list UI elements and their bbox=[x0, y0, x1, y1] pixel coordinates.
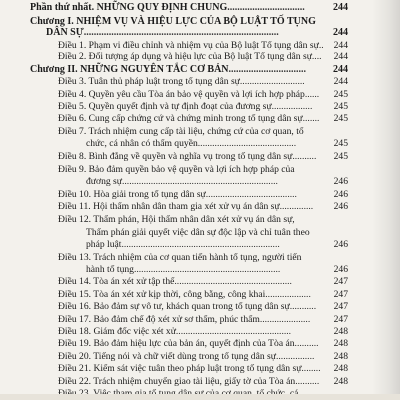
toc-leader-dots: ................. bbox=[271, 101, 313, 112]
toc-page-number: 247 bbox=[333, 289, 348, 300]
toc-entry-text: Điều 3. Tuân thủ pháp luật trong tố tụng dân sự bbox=[58, 76, 240, 87]
toc-entry-text: Điều 16. Bảo đảm sự vô tư, khách quan trong tố tụng dân sự bbox=[58, 301, 290, 312]
toc-leader-dots: ................................................ bbox=[175, 326, 292, 337]
toc-entry bbox=[86, 138, 296, 150]
toc-page-number: 248 bbox=[333, 326, 348, 337]
toc-entry bbox=[58, 201, 313, 213]
toc-page-number: 245 bbox=[333, 89, 348, 100]
toc-entry-text: Điều 13. Trách nhiệm của cơ quan tiến hành tố tụng, người tiến bbox=[58, 252, 302, 263]
toc-leader-dots: .......... bbox=[292, 151, 317, 162]
toc-entry-text: Điều 22. Trách nhiệm chuyển giao tài liệu, giấy tờ của Tòa án bbox=[58, 376, 296, 387]
toc-leader-dots: ................................................................. bbox=[122, 176, 278, 187]
toc-page-number: 244 bbox=[333, 27, 348, 38]
toc-entry-text: Điều 15. Tòa án xét xử kịp thời, công bằng, công khai bbox=[58, 289, 266, 300]
toc-leader-dots: ............................... bbox=[228, 64, 307, 75]
toc-entry bbox=[58, 314, 310, 326]
toc-entry bbox=[58, 326, 291, 338]
toc-entry bbox=[58, 89, 319, 101]
toc-entry-text: Điều 11. Hội thẩm nhân dân tham gia xét xử vụ án dân sự bbox=[58, 201, 280, 212]
toc-entry-text: hành tố tụng bbox=[86, 264, 134, 275]
toc-page-number: 248 bbox=[333, 351, 348, 362]
toc-entry-text: Thẩm phán giải quyết việc dân sự độc lập và chỉ tuân theo bbox=[86, 227, 310, 238]
toc-entry-text: Điều 20. Tiếng nói và chữ viết dùng trong tố tụng dân sự bbox=[58, 351, 276, 362]
toc-page-number: 247 bbox=[333, 301, 348, 312]
toc-leader-dots: ......................................... bbox=[197, 138, 297, 149]
toc-page-number: 247 bbox=[333, 276, 348, 287]
toc-entry bbox=[58, 214, 295, 226]
toc-heading bbox=[46, 27, 279, 39]
toc-page-number: 245 bbox=[333, 151, 348, 162]
toc-leader-dots: ................ bbox=[276, 351, 315, 362]
toc-leader-dots: .. bbox=[318, 40, 324, 51]
toc-page-number: 245 bbox=[333, 138, 348, 149]
toc-entry bbox=[58, 252, 301, 264]
toc-entry bbox=[58, 363, 321, 375]
toc-entry bbox=[58, 113, 319, 125]
toc-entry bbox=[58, 276, 292, 288]
toc-leader-dots: ........................... bbox=[239, 76, 305, 87]
toc-entry-text: Điều 12. Thẩm phán, Hội thẩm nhân dân xét xử vụ án dân sự, bbox=[58, 214, 295, 225]
toc-page-number: 248 bbox=[333, 363, 348, 374]
toc-page-number: 244 bbox=[333, 40, 348, 51]
toc-entry bbox=[58, 351, 314, 363]
toc-entry-text: Điều 6. Cung cấp chứng cứ và chứng minh trong tố tụng dân sự bbox=[58, 113, 303, 124]
toc-entry bbox=[86, 264, 280, 276]
toc-entry-text: Điều 21. Kiểm sát việc tuân theo pháp luật trong tố tụng dân sự bbox=[58, 363, 302, 374]
toc-page-number: 244 bbox=[333, 51, 348, 62]
toc-leader-dots: ...................................... bbox=[205, 189, 297, 200]
toc-heading bbox=[30, 2, 305, 14]
toc-heading bbox=[30, 64, 306, 76]
toc-entry-text: Điều 19. Bảo đảm hiệu lực của bản án, quyết định của Tòa án bbox=[58, 338, 295, 349]
toc-page-number: 248 bbox=[333, 338, 348, 349]
toc-page-number: 244 bbox=[333, 2, 348, 13]
toc-entry-text: Điều 8. Bình đẳng về quyền và nghĩa vụ trong tố tụng dân sự bbox=[58, 151, 293, 162]
toc-entry-text: Điều 4. Quyền yêu cầu Tòa án bảo vệ quyền và lợi ích hợp pháp bbox=[58, 89, 305, 100]
toc-page-number: 246 bbox=[333, 239, 348, 250]
page-bottom-edge bbox=[0, 394, 400, 400]
toc-entry bbox=[58, 376, 319, 388]
toc-entry bbox=[58, 76, 305, 88]
toc-leader-dots: ..................... bbox=[259, 314, 311, 325]
toc-entry bbox=[58, 338, 319, 350]
toc-entry-text: Điều 9. Bảo đảm quyền bảo vệ quyền và lợi ích hợp pháp của bbox=[58, 164, 295, 175]
toc-entry-text: Phần thứ nhất. NHỮNG QUY ĐỊNH CHUNG bbox=[30, 2, 228, 13]
toc-page-number: 245 bbox=[333, 113, 348, 124]
toc-entry bbox=[86, 227, 310, 239]
toc-entry bbox=[58, 189, 297, 201]
toc-page-number: 247 bbox=[333, 314, 348, 325]
toc-entry-text: đương sự bbox=[86, 176, 122, 187]
toc-entry-text: Điều 1. Phạm vi điều chỉnh và nhiệm vụ của Bộ luật Tố tụng dân sự bbox=[58, 40, 319, 51]
toc-entry-text: DÂN SỰ bbox=[46, 27, 84, 38]
toc-page-number: 244 bbox=[333, 76, 348, 87]
toc-leader-dots: ........ bbox=[301, 363, 321, 374]
toc-leader-dots: .... bbox=[311, 51, 322, 62]
toc-page-number: 248 bbox=[333, 376, 348, 387]
toc-entry bbox=[58, 301, 316, 313]
toc-page-number: 244 bbox=[333, 64, 348, 75]
toc-page-number: 246 bbox=[333, 264, 348, 275]
toc-entry bbox=[58, 151, 316, 163]
toc-entry-text: Điều 2. Đối tượng áp dụng và hiệu lực của Bộ luật Tố tụng dân sự bbox=[58, 51, 312, 62]
toc-entry bbox=[58, 51, 322, 63]
toc-leader-dots: ...... bbox=[304, 89, 320, 100]
page-fold-shadow bbox=[372, 0, 400, 400]
toc-entry-text: Chương II. NHỮNG NGUYÊN TẮC CƠ BẢN bbox=[30, 64, 229, 75]
toc-entry-text: Chương I. NHIỆM VỤ VÀ HIỆU LỰC CỦA BỘ LUẬT TỐ TỤNG bbox=[30, 16, 316, 27]
toc-entry-text: Điều 18. Giám đốc việc xét xử bbox=[58, 326, 176, 337]
toc-leader-dots: ............................................................. bbox=[133, 264, 281, 275]
toc-entry bbox=[86, 239, 280, 251]
toc-page-number: 246 bbox=[333, 201, 348, 212]
toc-leader-dots: ....... bbox=[302, 113, 320, 124]
toc-entry bbox=[58, 101, 312, 113]
toc-entry-text: Điều 14. Tòa án xét xử tập thể bbox=[58, 276, 175, 287]
toc-entry bbox=[58, 289, 311, 301]
toc-entry-text: pháp luật bbox=[86, 239, 122, 250]
toc-leader-dots: .............. bbox=[279, 201, 314, 212]
toc-entry-text: Điều 7. Trách nhiệm cung cấp tài liệu, chứng cứ của cơ quan, tổ bbox=[58, 126, 304, 137]
toc-entry-text: Điều 5. Quyền quyết định và tự định đoạt của đương sự bbox=[58, 101, 272, 112]
toc-leader-dots: ................... bbox=[265, 289, 311, 300]
toc-entry bbox=[58, 164, 295, 176]
toc-page-number: 245 bbox=[333, 101, 348, 112]
toc-page-number: 246 bbox=[333, 189, 348, 200]
toc-leader-dots: .............................................................................. bbox=[83, 27, 279, 38]
toc-leader-dots: ............................... bbox=[227, 2, 305, 13]
toc-entry bbox=[58, 126, 304, 138]
toc-leader-dots: .......... bbox=[295, 376, 320, 387]
toc-entry-text: chức, cá nhân có thẩm quyền bbox=[86, 138, 198, 149]
toc-entry-text: Điều 10. Hòa giải trong tố tụng dân sự bbox=[58, 189, 206, 200]
toc-leader-dots: ........... bbox=[289, 301, 317, 312]
toc-leader-dots: .................................................................. bbox=[121, 239, 280, 250]
toc-entry-text: Điều 17. Bảo đảm chế độ xét xử sơ thẩm, phúc thẩm bbox=[58, 314, 260, 325]
toc-leader-dots: ................................................. bbox=[174, 276, 292, 287]
toc-leader-dots: .......... bbox=[294, 338, 319, 349]
toc-entry bbox=[86, 176, 278, 188]
toc-page-number: 246 bbox=[333, 176, 348, 187]
